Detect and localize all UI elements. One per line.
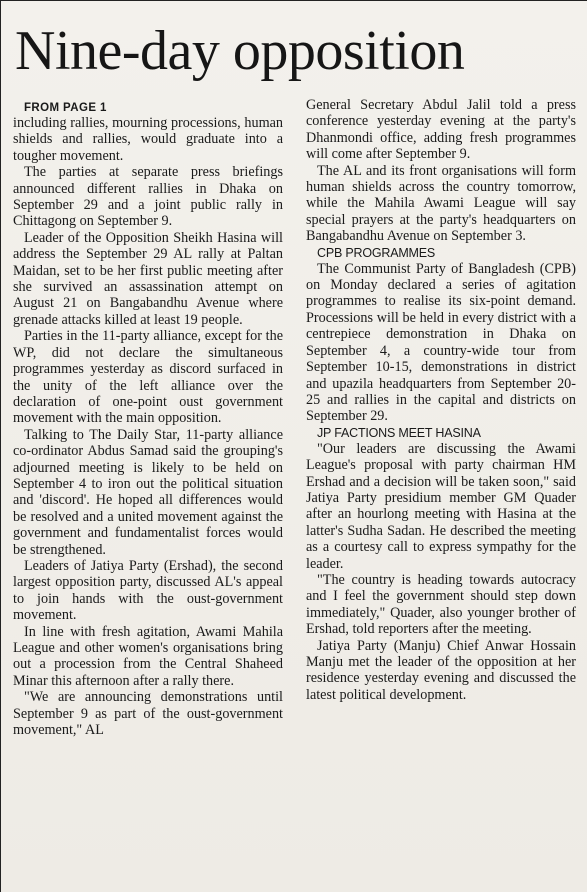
paragraph: Talking to The Daily Star, 11-party alliance co-ordinator Abdus Samad said the grouping's adjourned meeting is likely to be held on September 4 to iron out the political situation and 'discord'. He hoped all differences would be resolved and a united movement against the government and fundamentalist forces would be strengthened. [13, 426, 283, 558]
paragraph: The AL and its front organisations will form human shields across the country tomorrow, while the Mahila Awami League will say special prayers at the party's headquarters on Bangabandhu Avenue on September 3. [306, 162, 576, 245]
kicker: FROM PAGE 1 [24, 102, 107, 114]
paragraph: "We are announcing demonstrations until September 9 as part of the oust-government movement," AL [13, 689, 283, 739]
subhead-jp: JP FACTIONS MEET HASINA [317, 425, 481, 440]
left-column [13, 101, 283, 738]
paragraph: Leaders of Jatiya Party (Ershad), the second largest opposition party, discussed AL's appeal to join hands with the oust-government movement. [13, 557, 283, 624]
paragraph: The parties at separate press briefings announced different rallies in Dhaka on September 29 and a joint public rally in Chittagong on September 9. [13, 164, 283, 230]
paragraph: General Secretary Abdul Jalil told a press conference yesterday evening at the party's Dhanmondi office, adding fresh programmes will come after September 9. [306, 97, 576, 163]
subhead-cpb: CPB PROGRAMMES [317, 245, 436, 260]
headline: Nine-day opposition [15, 20, 465, 82]
paragraph: Jatiya Party (Manju) Chief Anwar Hossain Manju met the leader of the opposition at her residence yesterday evening and discussed the latest political development. [306, 637, 576, 703]
paragraph: including rallies, mourning processions, human shields and rallies, would graduate into a tougher movement. [13, 115, 283, 164]
paragraph: "The country is heading towards autocracy and I feel the government should step down immediately," Quader, also younger brother of Ershad, told reporters after the meeting. [306, 571, 576, 638]
paragraph: "Our leaders are discussing the Awami League's proposal with party chairman HM Ershad and a decision will be taken soon," said Jatiya Party presidium member GM Quader after an hourlong meeting with Hasina at the latter's Sudha Sadan. He described the meeting as a courtesy call to express sympathy for the leader. [306, 440, 576, 572]
paragraph: In line with fresh agitation, Awami Mahila League and other women's organisations bring out a procession from the Central Shaheed Minar this afternoon after a rally there. [13, 623, 283, 689]
paragraph: Parties in the 11-party alliance, except for the WP, did not declare the simultaneous programmes yesterday as discord surfaced in the unity of the left alliance over the declaration of one-point oust government movement with the main opposition. [13, 328, 283, 427]
right-column [306, 97, 576, 703]
paragraph: The Communist Party of Bangladesh (CPB) on Monday declared a series of agitation programmes to realise its six-point demand. Processions will be held in every district with a centrepiece demonstration in Dhaka on September 4, a country-wide tour from September 10-15, demonstrations in district and upazila headquarters from September 20-25 and rallies in the capital and districts on September 29. [306, 260, 576, 425]
paragraph: Leader of the Opposition Sheikh Hasina will address the September 29 AL rally at Paltan Maidan, set to be her first public meeting after she survived an assassination attempt on August 21 on Bangabandhu Avenue where grenade attacks killed at least 19 people. [13, 229, 283, 328]
